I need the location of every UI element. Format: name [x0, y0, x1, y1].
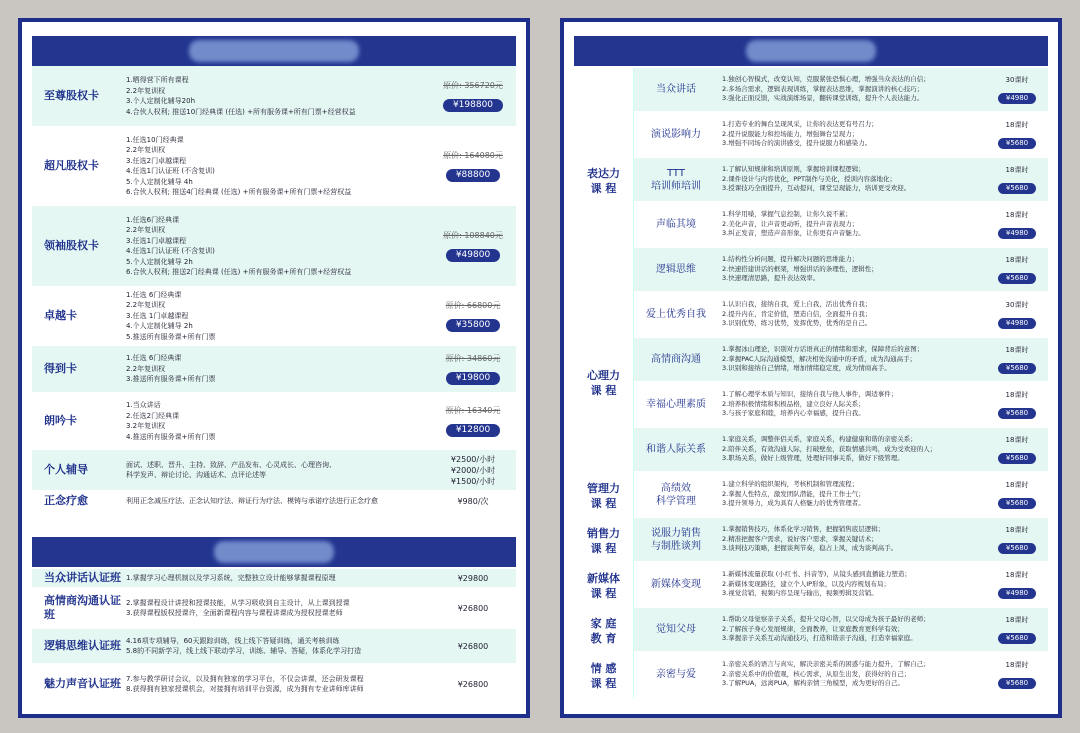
course-line: 3.增强不同场合的演讲感受，提升说服力和感染力。: [722, 139, 872, 148]
feature-line: 5.推送所有服务课+所有门票: [126, 332, 216, 341]
course-line: 3.了解PUA，远离PUA，解构亲情三角模型，成为更好的自己。: [722, 679, 904, 688]
course-hours: 18课时: [1005, 435, 1029, 444]
card-features: [122, 353, 430, 385]
price-cell: [430, 230, 516, 262]
feature-line: 3.2年复训权: [126, 422, 166, 430]
membership-row: [32, 206, 516, 286]
cert-price-cell: [430, 573, 516, 584]
sale-price: ¥12800: [446, 424, 500, 437]
course-price: ¥5680: [998, 678, 1036, 689]
category-label: 管理力 课 程: [574, 473, 634, 518]
course-features: [718, 480, 986, 509]
course-line: 2.快速搭建讲话的框架，增强讲话的条理性，逻辑性；: [722, 264, 878, 273]
original-price: 原价: 108840元: [443, 231, 503, 240]
feature-line: 2.任选2门经典课: [126, 411, 180, 420]
card-name: 卓越卡: [44, 309, 77, 322]
course-price-cell: [986, 661, 1048, 689]
membership-row: [32, 346, 516, 392]
course-line: 3.快速理清思路，提升表达效率。: [722, 274, 820, 283]
cert-line: 1.掌握学习心理机制以及学习系统，完整独立设计能够掌握课程原理: [126, 573, 336, 582]
therapy-line: 利用正念减压疗法、正念认知疗法、辩证行为疗法、模铸与承诺疗法进行正念疗愈: [126, 496, 378, 505]
category-label: 心理力 课 程: [574, 293, 634, 473]
blurred-title: [189, 40, 359, 62]
course-name: 亲密与爱: [656, 669, 696, 680]
membership-row: [32, 392, 516, 450]
cert-line: 4.16项专项辅导，60天跟踪训练，线上线下答疑训练，通关考核训练: [126, 636, 340, 645]
coaching-price: ¥2500/小时: [450, 454, 496, 464]
sale-price: ¥19800: [446, 372, 500, 385]
cert-features: [122, 573, 430, 584]
therapy-name: 正念疗愈: [44, 494, 88, 507]
feature-line: 1.当众讲话: [126, 401, 161, 409]
cert-line: 2.掌握课程设计讲授和授课技能，从学习吸收到自主设计，从上课到授课: [126, 598, 350, 607]
cert-features: [122, 598, 430, 619]
cert-name: 魅力声音认证班: [44, 677, 121, 690]
course-features: [718, 570, 986, 599]
course-features: [718, 255, 986, 284]
course-hours: 18课时: [1005, 120, 1029, 129]
card-name: 得到卡: [44, 362, 77, 375]
course-row: [634, 293, 1048, 336]
cert-row: [32, 629, 516, 663]
left-inner: [32, 32, 516, 704]
course-table: [574, 68, 1048, 708]
cert-name: 高情商沟通认证班: [44, 594, 121, 621]
course-price-cell: [986, 526, 1048, 554]
course-name: 当众讲话: [656, 84, 696, 95]
course-row: [634, 428, 1048, 471]
course-hours: 18课时: [1005, 615, 1029, 624]
course-line: 2.提升内在，肯定价值，塑造自信，全面提升自我；: [722, 309, 872, 318]
cert-price: ¥29800: [457, 573, 489, 583]
feature-line: 3.任选1门卓越课程: [126, 236, 187, 245]
cert-name: 当众讲话认证班: [44, 571, 121, 584]
feature-line: 3.任选 1门卓越课程: [126, 311, 189, 320]
sale-price: ¥198800: [443, 99, 503, 112]
coaching-desc: [122, 460, 430, 481]
course-line: 1.亲密关系的语言与真实，解决亲密关系的困惑与能力提升，了解自己；: [722, 660, 930, 669]
course-price: ¥4980: [998, 588, 1036, 599]
price-cell: [430, 353, 516, 385]
course-price: ¥5680: [998, 183, 1036, 194]
category-label: 家 庭 教 育: [574, 608, 634, 653]
feature-line: 2.2年复训权: [126, 86, 166, 95]
course-line: 1.新媒体流量获取 (小红书、抖音等)，从镜头感到直播能力塑造；: [722, 570, 911, 579]
course-row: [634, 608, 1048, 651]
membership-row: [32, 286, 516, 346]
feature-line: 2.2年复训权: [126, 226, 166, 234]
price-cell: [430, 405, 516, 437]
course-price: ¥5680: [998, 408, 1036, 419]
course-price-cell: [986, 571, 1048, 599]
card-name: 超凡股权卡: [44, 159, 99, 172]
feature-line: 4.个人定制化辅导 2h: [126, 322, 193, 331]
course-hours: 18课时: [1005, 165, 1029, 174]
course-hours: 18课时: [1005, 255, 1029, 264]
course-price: ¥5680: [998, 273, 1036, 284]
category-label: 情 感 课 程: [574, 653, 634, 698]
sale-price: ¥35800: [446, 319, 500, 332]
membership-row: [32, 66, 516, 126]
course-price: ¥5680: [998, 453, 1036, 464]
course-price: ¥4980: [998, 228, 1036, 239]
course-row: [634, 68, 1048, 111]
category-label: 表达力 课 程: [574, 68, 634, 293]
cert-header: [32, 537, 516, 567]
course-row: [634, 248, 1048, 291]
course-hours: 18课时: [1005, 480, 1029, 489]
course-line: 1.家庭关系，调整伴侣关系，家庭关系，构建健康和谐的亲密关系；: [722, 435, 917, 444]
course-features: [718, 165, 986, 194]
course-price: ¥5680: [998, 633, 1036, 644]
membership-header: [32, 36, 516, 66]
course-name: 逻辑思维: [656, 264, 696, 275]
course-name: 高绩效 科学管理: [656, 482, 696, 507]
feature-line: 5.个人定制化辅导 4h: [126, 177, 193, 186]
therapy-price: ¥980/次: [457, 496, 489, 506]
course-name: 幸福心理素质: [646, 399, 706, 410]
feature-line: 1.任选 6门经典课: [126, 290, 182, 299]
course-hours: 18课时: [1005, 570, 1029, 579]
course-line: 3.掌握亲子关系互动沟通技巧，打造和谐亲子沟通，打造幸福家庭。: [722, 634, 917, 643]
course-price: ¥5680: [998, 498, 1036, 509]
cert-line: 5.8的不同新学习，线上线下联动学习，训练、辅导、答疑，体系化学习打造: [126, 647, 362, 655]
feature-line: 3.个人定制化辅导20h: [126, 97, 196, 105]
coaching-name: 个人辅导: [44, 463, 88, 476]
coaching-price: ¥1500/小时: [450, 476, 496, 486]
course-name: 爱上优秀自我: [646, 309, 706, 320]
feature-line: 3.推送所有服务课+所有门票: [126, 375, 216, 384]
card-features: [122, 290, 430, 343]
course-line: 2.掌握PAC人际沟通模型，解决相处沟通中的矛盾，成为沟通高手；: [722, 354, 917, 363]
therapy-price-cell: [430, 496, 516, 507]
course-features: [718, 615, 986, 644]
course-header: [574, 36, 1048, 66]
course-line: 2.美化声音，让声音更动听，提升声音表现力；: [722, 219, 859, 228]
right-inner: [574, 32, 1048, 704]
coaching-prices: [430, 454, 516, 487]
course-features: [718, 300, 986, 329]
card-features: [122, 75, 430, 117]
feature-line: 1.任选 6门经典课: [126, 354, 182, 363]
course-features: [718, 120, 986, 149]
course-price-cell: [986, 166, 1048, 194]
original-price: 原价: 16340元: [445, 406, 501, 415]
price-cell: [430, 300, 516, 332]
course-price-cell: [986, 211, 1048, 239]
course-features: [718, 525, 986, 554]
course-hours: 18课时: [1005, 210, 1029, 219]
cert-price: ¥26800: [457, 679, 489, 689]
feature-line: 4.合伙人权利; 推送10门经典课 (任选) +所有服务课+所有门票+经营权益: [126, 107, 356, 116]
card-features: [122, 400, 430, 442]
feature-line: 4.任选1门认证班 (不含复训): [126, 167, 215, 175]
course-features: [718, 345, 986, 374]
course-line: 1.认识自我，接纳自我，爱上自我，活出优秀自我；: [722, 300, 872, 309]
course-line: 2.课件设计与内容优化，PPT制作与美化，授训内容落地化；: [722, 174, 897, 183]
course-line: 2.亲密关系中的价值观，核心需求，从原生出发，获得好的自己；: [722, 669, 911, 678]
cert-price-cell: [430, 641, 516, 652]
course-price-cell: [986, 391, 1048, 419]
course-line: 2.掌握人性特点，激发团队潜能，提升工作士气；: [722, 489, 865, 498]
course-line: 3.谈判技巧策略，把握谈判节奏，稳占上风，成为谈判高手。: [722, 544, 898, 553]
feature-line: 4.任选1门认证班 (不含复训): [126, 247, 215, 255]
feature-line: 6.合伙人权利; 推送4门经典课 (任选) +所有服务课+所有门票+经营权益: [126, 188, 352, 196]
original-price: 原价: 356720元: [443, 81, 503, 90]
feature-line: 1.晒得营下所有课程: [126, 76, 189, 84]
course-row: [634, 653, 1048, 696]
course-line: 3.纠正发音，塑造声音形象，让你更有声音魅力。: [722, 229, 865, 238]
course-line: 1.科学用嗓，掌握气息控制，让你久说不累；: [722, 210, 852, 219]
card-features: [122, 215, 430, 278]
course-row: [634, 113, 1048, 156]
feature-line: 6.合伙人权利; 推送2门经典课 (任选) +所有服务课+所有门票+经营权益: [126, 268, 352, 276]
feature-line: 2.2年复训权: [126, 364, 166, 373]
course-hours: 18课时: [1005, 390, 1029, 399]
course-name: TTT 培训师培训: [651, 167, 701, 192]
course-row: [634, 158, 1048, 201]
course-price-cell: [986, 481, 1048, 509]
course-hours: 18课时: [1005, 660, 1029, 669]
course-hours: 30课时: [1005, 75, 1029, 84]
therapy-desc: [122, 496, 430, 507]
card-name: 至尊股权卡: [44, 89, 99, 102]
course-line: 3.提升领导力，成为具有人格魅力的优秀管理者。: [722, 499, 865, 508]
category-label: 新媒体 课 程: [574, 563, 634, 608]
cert-line: 7.参与教学研讨会议，以及拥有独家的学习平台，不仅会讲课，还会研发课程: [126, 674, 364, 683]
course-price-cell: [986, 616, 1048, 644]
course-name: 和谐人际关系: [646, 444, 706, 455]
course-hours: 30课时: [1005, 300, 1029, 309]
course-line: 2.培养积极情绪和积极品格，建立良好人际关系；: [722, 399, 865, 408]
blurred-title: [746, 40, 876, 62]
course-features: [718, 75, 986, 104]
course-line: 3.强化正面反馈，实战演练场景，翻转课堂训练，提升个人表达能力。: [722, 94, 924, 103]
course-price-cell: [986, 76, 1048, 104]
card-name: 朗吟卡: [44, 414, 77, 427]
course-line: 2.提升说服能力和控场能力，增强舞台呈现力；: [722, 129, 859, 138]
course-price: ¥4980: [998, 93, 1036, 104]
price-cell: [430, 150, 516, 182]
original-price: 原价: 66800元: [445, 301, 501, 310]
cert-features: [122, 636, 430, 657]
course-line: 3.授课技巧全面提升，互动提问，课堂呈现能力，培训更受欢迎。: [722, 184, 911, 193]
cert-features: [122, 674, 430, 695]
course-line: 1.了解认知规律和培训原则，掌握培训课程逻辑；: [722, 165, 865, 174]
therapy-row: [32, 490, 516, 512]
course-line: 3.职场关系，做好上级管理，处理好同事关系，做好下级管理。: [722, 454, 904, 463]
course-name: 演说影响力: [651, 129, 701, 140]
coaching-price: ¥2000/小时: [450, 465, 496, 475]
original-price: 原价: 164080元: [443, 151, 503, 160]
cert-row: [32, 667, 516, 701]
cert-line: 8.获得拥有独家授课机会，对接拥有培训平台资源，成为拥有专业讲师库讲师: [126, 685, 364, 693]
cert-price-cell: [430, 603, 516, 614]
course-price: ¥4980: [998, 318, 1036, 329]
feature-line: 3.任选2门卓越课程: [126, 156, 187, 165]
course-line: 3.与孩子家庭和睦，培养内心幸福感，提升自我。: [722, 409, 865, 418]
course-line: 1.建立科学的组织架构，考核机制和管理流程；: [722, 480, 859, 489]
course-line: 2.精准把握客户需求，说好客户需求，掌握关键话术；: [722, 534, 878, 543]
course-row: [634, 338, 1048, 381]
course-price: ¥5680: [998, 138, 1036, 149]
course-features: [718, 435, 986, 464]
course-hours: 18课时: [1005, 525, 1029, 534]
course-name: 高情商沟通: [651, 354, 701, 365]
course-line: 1.打造专业的舞台呈现风采，让你的表达更有号召力；: [722, 120, 878, 129]
course-price-cell: [986, 346, 1048, 374]
course-row: [634, 518, 1048, 561]
course-price-cell: [986, 436, 1048, 464]
course-price: ¥5680: [998, 543, 1036, 554]
course-line: 1.掌握冰山理论，识别对方话语真正的情绪和需求，保障背后的意图；: [722, 345, 924, 354]
course-line: 2.多场合需求，逻辑表现训练，掌握表达思维，掌握演讲的核心技巧；: [722, 84, 924, 93]
membership-row: [32, 126, 516, 206]
card-name: 领袖股权卡: [44, 239, 99, 252]
right-page: [560, 18, 1062, 718]
card-features: [122, 135, 430, 198]
price-cell: [430, 80, 516, 112]
course-price: ¥5680: [998, 363, 1036, 374]
cert-name: 逻辑思维认证班: [44, 639, 121, 652]
category-label: 销售力 课 程: [574, 518, 634, 563]
course-price-cell: [986, 256, 1048, 284]
course-price-cell: [986, 301, 1048, 329]
cert-price-cell: [430, 679, 516, 690]
feature-line: 5.个人定制化辅导 2h: [126, 257, 193, 266]
blurred-title: [214, 541, 334, 563]
course-row: [634, 203, 1048, 246]
course-row: [634, 563, 1048, 606]
course-row: [634, 383, 1048, 426]
course-hours: 18课时: [1005, 345, 1029, 354]
left-page: [18, 18, 530, 718]
course-name: 觉知父母: [656, 624, 696, 635]
cert-row: [32, 591, 516, 625]
course-line: 2.了解孩子身心发展规律，全面教养，让家庭教育更科学有效；: [722, 624, 904, 633]
sale-price: ¥88800: [446, 169, 500, 182]
sale-price: ¥49800: [446, 249, 500, 262]
cert-price: ¥26800: [457, 603, 489, 613]
original-price: 原价: 34860元: [445, 354, 501, 363]
coaching-row: [32, 450, 516, 490]
coaching-line: 面试、述职、晋升、主持、致辞、产品发布、心灵成长、心理咨询、: [126, 460, 336, 469]
course-line: 2.新媒体变现路径，建立个人IP形象，以及内容规划布局；: [722, 579, 891, 588]
course-line: 1.结构性分析问题，提升解决问题的思维能力；: [722, 255, 859, 264]
cert-line: 3.获得课程版权授课许，全面新课程内容与课程讲课成为授权授课老师: [126, 609, 343, 617]
course-line: 3.识别和接纳自己情绪，增加情绪稳定度，成为情商高手。: [722, 364, 891, 373]
course-line: 2.陪伴关系，有效沟通人际，打破壁垒，获取情感共鸣，成为受欢迎的人；: [722, 444, 937, 453]
course-line: 3.视觉营销，视频内容呈现与输出，视频剪辑及营销。: [722, 589, 878, 598]
course-features: [718, 660, 986, 689]
course-line: 1.了解心理学本质与知识，接纳自我与他人事件，调适事件；: [722, 390, 898, 399]
feature-line: 1.任选6门经典课: [126, 215, 180, 224]
course-line: 3.识别优势，练习优势，发挥优势，优秀的是自己。: [722, 319, 872, 328]
course-line: 1.帮助父母觉察亲子关系，提升父母心智，以父母成为孩子最好的老师；: [722, 615, 930, 624]
course-price-cell: [986, 121, 1048, 149]
cert-row: [32, 569, 516, 587]
course-name: 新媒体变现: [651, 579, 701, 590]
feature-line: 1.任选10门经典课: [126, 135, 184, 144]
course-features: [718, 210, 986, 239]
course-line: 1.掌握销售技巧，体系化学习销售，把握销售底层逻辑；: [722, 525, 885, 534]
course-row: [634, 473, 1048, 516]
feature-line: 4.推送所有服务课+所有门票: [126, 432, 216, 441]
course-features: [718, 390, 986, 419]
feature-line: 2.2年复训权: [126, 146, 166, 154]
course-line: 1.独创心智模式，改变认知，克服紧张恐惧心理，增强当众表达的自信；: [722, 75, 930, 84]
course-name: 声临其境: [656, 219, 696, 230]
course-name: 说服力销售 与制胜谈判: [651, 527, 701, 552]
cert-price: ¥26800: [457, 641, 489, 651]
coaching-line: 科学发声、辩论讨论、沟通话术、点评论述等: [126, 471, 266, 479]
feature-line: 2.2年复训权: [126, 301, 166, 310]
